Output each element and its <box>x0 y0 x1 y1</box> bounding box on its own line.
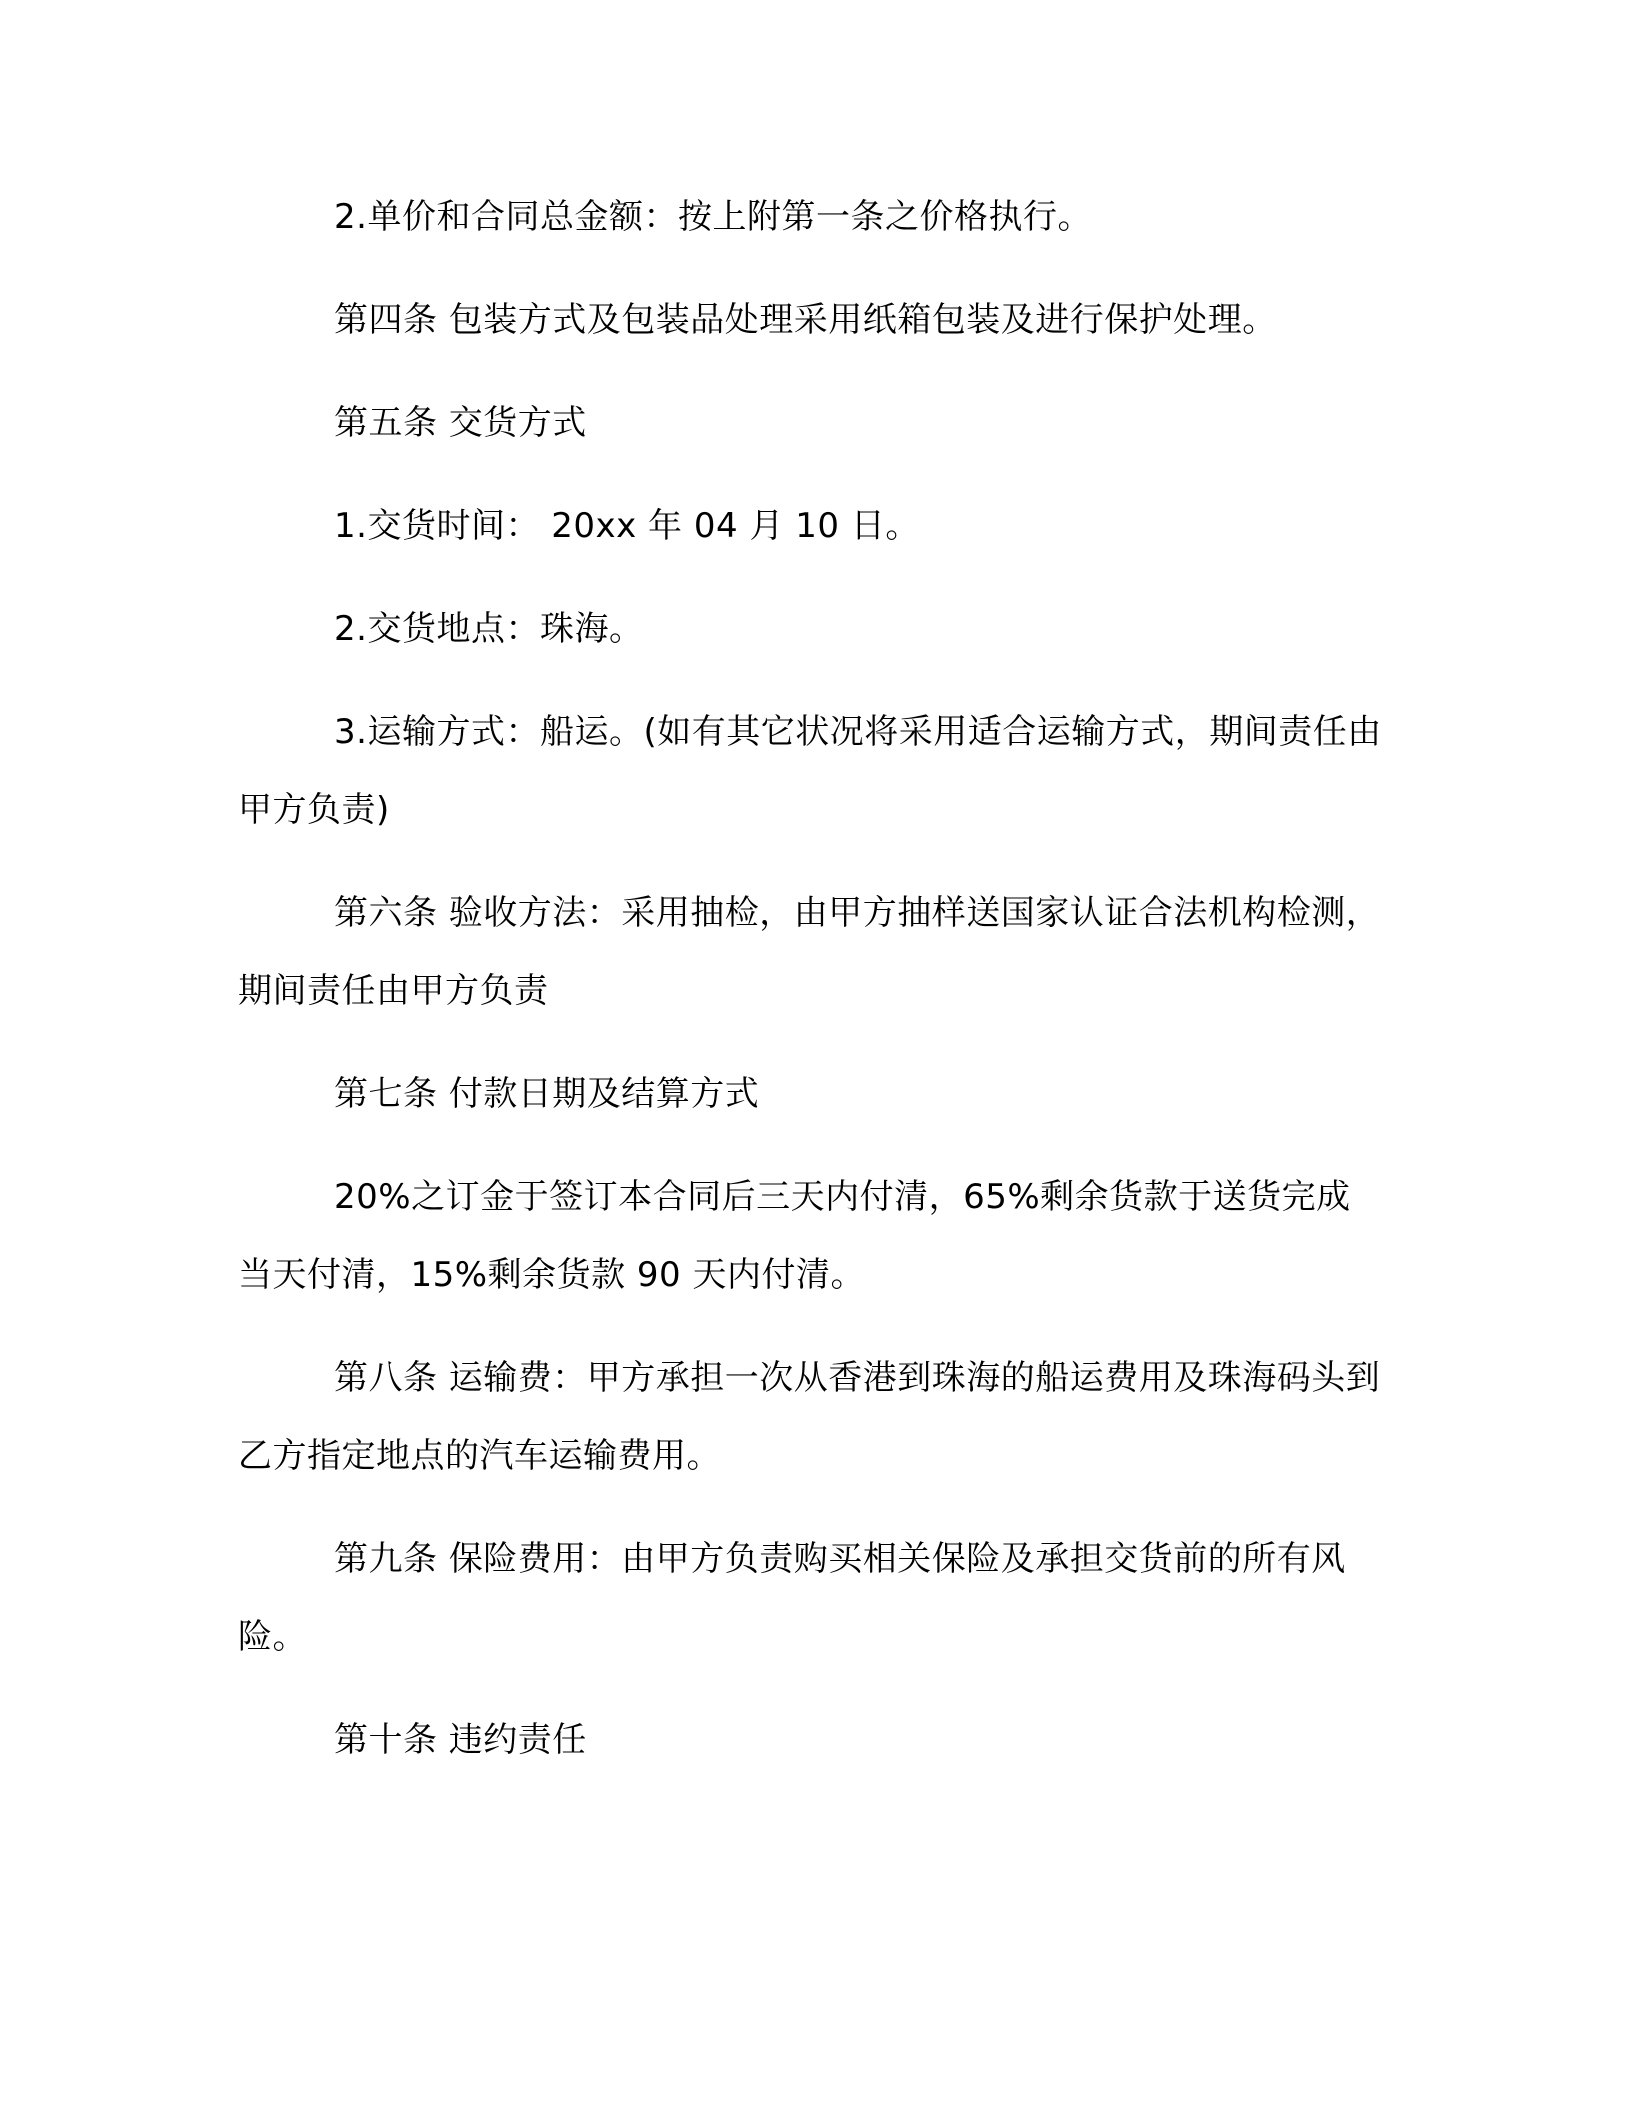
paragraph-delivery-place: 2.交货地点：珠海。 <box>334 609 644 649</box>
paragraph-unit-price: 2.单价和合同总金额：按上附第一条之价格执行。 <box>334 197 1092 237</box>
paragraph-payment-terms: 20%之订金于签订本合同后三天内付清，65%剩余货款于送货完成当天付清，15%剩余货款 90 天内付清。 <box>238 1177 1351 1295</box>
paragraph-article-7-heading: 第七条 付款日期及结算方式 <box>334 1074 760 1114</box>
paragraph-article-5-heading: 第五条 交货方式 <box>334 403 587 443</box>
paragraph-article-8-freight: 第八条 运输费：甲方承担一次从香港到珠海的船运费用及珠海码头到乙方指定地点的汽车运输费用。 <box>238 1358 1381 1476</box>
paragraph-article-10-heading: 第十条 违约责任 <box>334 1720 587 1760</box>
paragraph-article-4-packaging: 第四条 包装方式及包装品处理采用纸箱包装及进行保护处理。 <box>334 300 1277 340</box>
paragraph-delivery-time: 1.交货时间： 20xx 年 04 月 10 日。 <box>334 506 920 546</box>
paragraph-transport-method: 3.运输方式：船运。(如有其它状况将采用适合运输方式，期间责任由甲方负责) <box>238 712 1382 830</box>
paragraph-article-6-inspection: 第六条 验收方法：采用抽检，由甲方抽样送国家认证合法机构检测，期间责任由甲方负责 <box>238 893 1381 1011</box>
paragraph-article-9-insurance: 第九条 保险费用：由甲方负责购买相关保险及承担交货前的所有风险。 <box>238 1539 1346 1657</box>
